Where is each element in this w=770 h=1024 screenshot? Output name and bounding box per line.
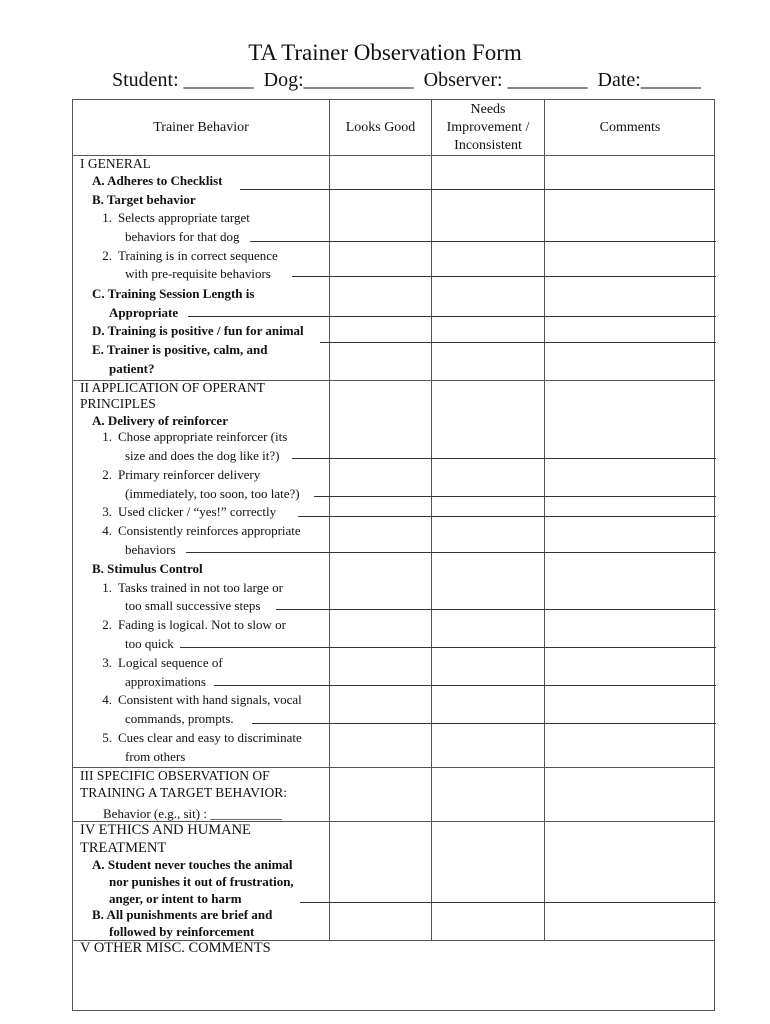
item-clicker: 3. Used clicker / “yes!” correctly bbox=[102, 504, 277, 519]
observer-field[interactable]: Observer: ________ bbox=[423, 69, 588, 91]
item-primary-delivery: 2. Primary reinforcer delivery bbox=[102, 467, 261, 482]
item-consistent-reinforce-cont: behaviors bbox=[125, 542, 176, 557]
column-divider bbox=[431, 99, 432, 941]
behavior-field[interactable]: Behavior (e.g., sit) : ___________ bbox=[103, 806, 282, 821]
form-title: TA Trainer Observation Form bbox=[248, 40, 522, 65]
item-never-touches: A. Student never touches the animal bbox=[92, 857, 293, 872]
item-never-touches-cont2: anger, or intent to harm bbox=[109, 891, 242, 906]
item-hand-signals-cont: commands, prompts. bbox=[125, 711, 234, 726]
item-punishments-brief-cont: followed by reinforcement bbox=[109, 924, 255, 939]
item-fading-cont: too quick bbox=[125, 636, 174, 651]
column-divider bbox=[544, 99, 545, 941]
student-field[interactable]: Student: _______ bbox=[112, 69, 254, 91]
section-misc-title: V OTHER MISC. COMMENTS bbox=[80, 940, 271, 956]
col-header-comments: Comments bbox=[599, 120, 661, 135]
item-positive-fun: D. Training is positive / fun for animal bbox=[92, 323, 304, 338]
item-delivery-reinforcer: A. Delivery of reinforcer bbox=[92, 413, 228, 428]
section-ethics-title-cont: TREATMENT bbox=[80, 840, 167, 856]
section-general-title: I GENERAL bbox=[80, 156, 151, 171]
item-appropriate-reinforcer: 1. Chose appropriate reinforcer (its bbox=[102, 429, 288, 444]
item-approximations: 3. Logical sequence of bbox=[102, 655, 223, 670]
item-selects-target-cont: behaviors for that dog bbox=[125, 229, 240, 244]
item-hand-signals: 4. Consistent with hand signals, vocal bbox=[102, 692, 302, 707]
item-punishments-brief: B. All punishments are brief and bbox=[92, 907, 273, 922]
dog-field[interactable]: Dog:___________ bbox=[263, 69, 414, 91]
date-field[interactable]: Date:______ bbox=[597, 69, 701, 91]
item-never-touches-cont1: nor punishes it out of frustration, bbox=[109, 874, 294, 889]
item-consistent-reinforce: 4. Consistently reinforces appropriate bbox=[102, 523, 301, 538]
item-tasks-size-cont: too small successive steps bbox=[125, 598, 261, 613]
item-target-behavior: B. Target behavior bbox=[92, 192, 196, 207]
item-selects-target: 1. Selects appropriate target bbox=[102, 210, 250, 225]
col-header-looks-good: Looks Good bbox=[345, 120, 416, 135]
column-divider bbox=[329, 99, 330, 941]
item-session-length: C. Training Session Length is bbox=[92, 286, 255, 301]
item-trainer-calm-cont: patient? bbox=[109, 361, 155, 376]
item-tasks-size: 1. Tasks trained in not too large or bbox=[102, 580, 283, 595]
item-trainer-calm: E. Trainer is positive, calm, and bbox=[92, 342, 268, 357]
row-divider bbox=[72, 155, 715, 156]
item-fading: 2. Fading is logical. Not to slow or bbox=[102, 617, 286, 632]
section-ethics-title: IV ETHICS AND HUMANE bbox=[80, 822, 251, 838]
col-header-needs-improvement: Needs Improvement / Inconsistent bbox=[446, 102, 530, 153]
col-header-behavior: Trainer Behavior bbox=[153, 120, 249, 135]
item-adheres-checklist: A. Adheres to Checklist bbox=[92, 173, 223, 188]
item-primary-delivery-cont: (immediately, too soon, too late?) bbox=[125, 486, 300, 501]
item-appropriate-reinforcer-cont: size and does the dog like it?) bbox=[125, 448, 280, 463]
form-subheader bbox=[112, 69, 701, 92]
item-approximations-cont: approximations bbox=[125, 674, 206, 689]
item-stimulus-control: B. Stimulus Control bbox=[92, 561, 203, 576]
item-session-length-cont: Appropriate bbox=[109, 305, 179, 320]
item-cues-clear-cont: from others bbox=[125, 749, 186, 764]
section-operant-title: II APPLICATION OF OPERANT bbox=[80, 380, 265, 395]
section-specific-title-cont: TRAINING A TARGET BEHAVIOR: bbox=[80, 785, 288, 800]
item-correct-sequence-cont: with pre-requisite behaviors bbox=[125, 266, 271, 281]
item-cues-clear: 5. Cues clear and easy to discriminate bbox=[102, 730, 302, 745]
section-operant-title-cont: PRINCIPLES bbox=[80, 396, 156, 411]
item-correct-sequence: 2. Training is in correct sequence bbox=[102, 248, 278, 263]
section-specific-title: III SPECIFIC OBSERVATION OF bbox=[80, 768, 270, 783]
